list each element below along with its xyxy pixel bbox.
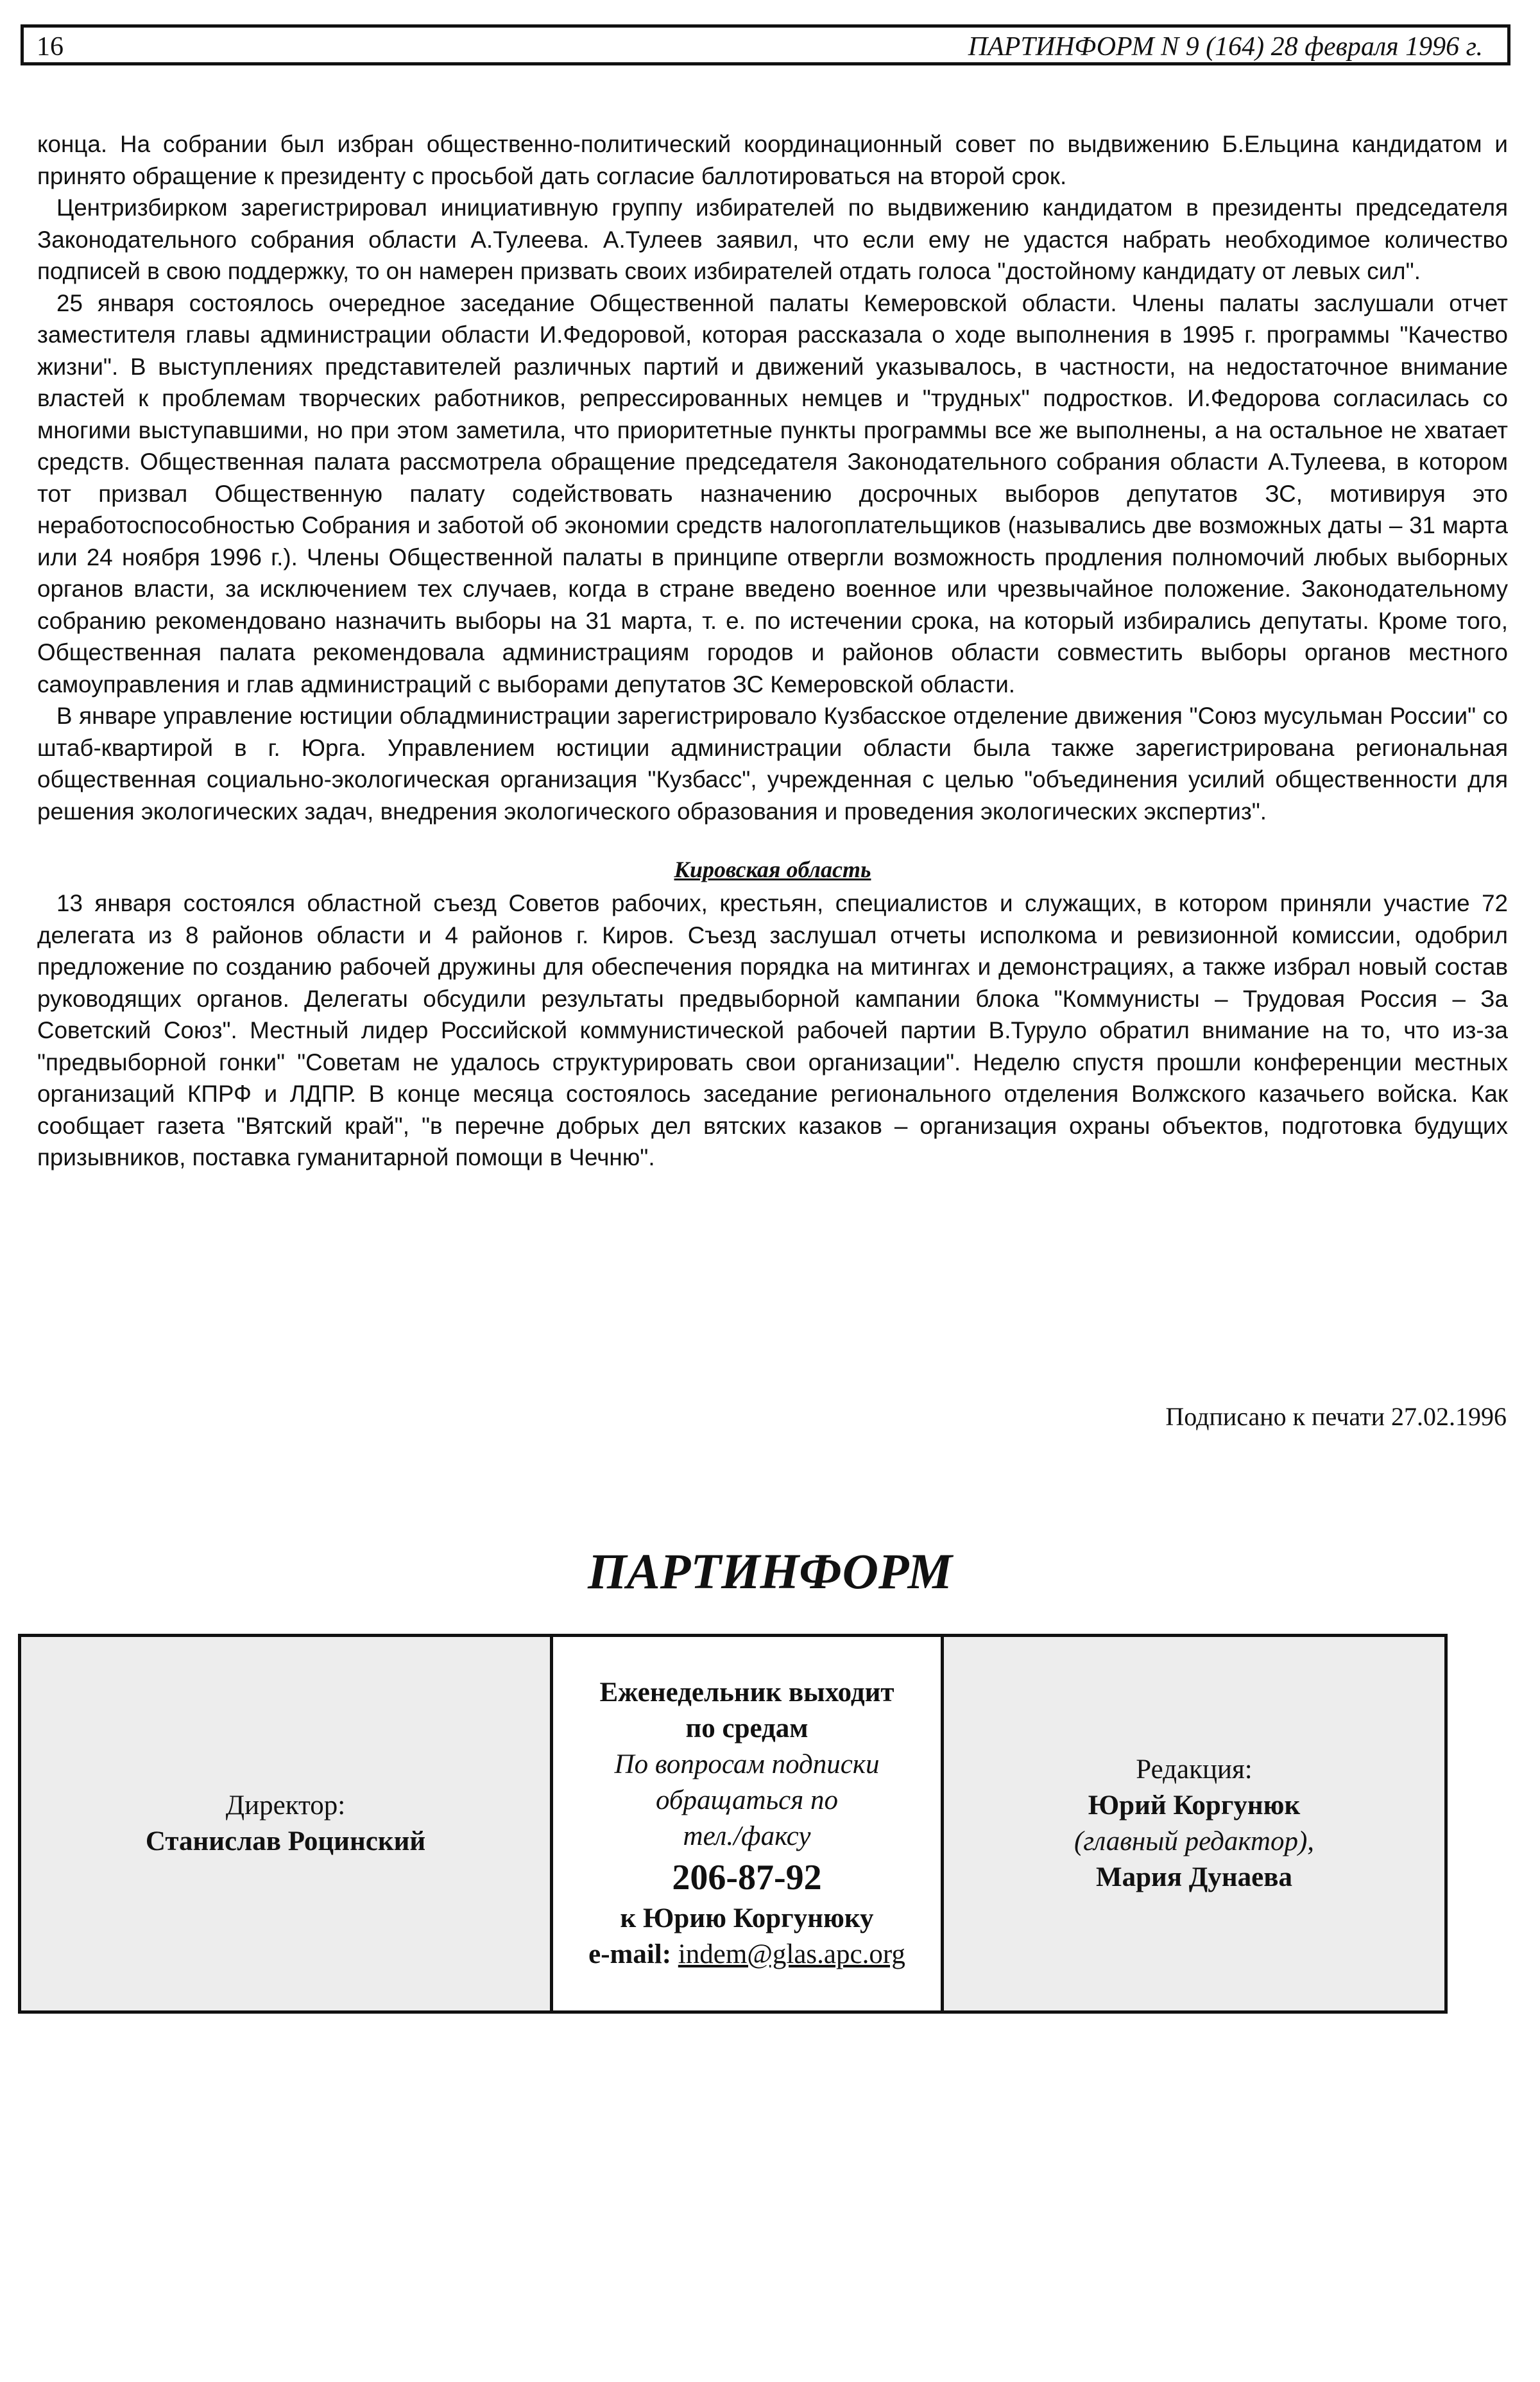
subscribe-line: По вопросам подписки [614, 1749, 880, 1779]
imprint-editorial-cell [944, 1637, 1444, 2010]
masthead-title: ПАРТИНФОРМ [588, 1543, 952, 1599]
article-body [37, 128, 1508, 1174]
paragraph: В январе управление юстиции обладминистрации зарегистрировало Кузбасское отделение движения "Союз мусульман России" со штаб-квартирой в г. Юрга. Управлением юстиции администрации области была также зарегистрирована региональная общественная социально-экологическая организация "Кузбасс", учрежденная с целью "объединения усилий общественности для решения экологических задач, внедрения экологического образования и проведения экологических экспертиз". [37, 703, 1508, 825]
page-number: 16 [37, 32, 64, 62]
imprint-director-cell [21, 1637, 553, 2010]
editor2-name: Мария Дунаева [1096, 1862, 1292, 1892]
phone-number: 206-87-92 [672, 1858, 822, 1898]
email-link[interactable]: indem@glas.apc.org [678, 1939, 905, 1969]
editor-name: Юрий Коргунюк [1088, 1790, 1301, 1821]
email-label: e-mail: [588, 1939, 672, 1969]
director-name: Станислав Роцинский [145, 1826, 426, 1856]
email-row [588, 1937, 905, 1973]
imprint-table [18, 1634, 1448, 2014]
imprint-contact-cell [553, 1637, 944, 2010]
subscribe-line: обращаться по [655, 1785, 839, 1815]
section-title: Кировская область [674, 857, 871, 882]
paragraph: 25 января состоялось очередное заседание Общественной палаты Кемеровской области. Члены палаты заслушали отчет заместителя главы администрации области И.Федоровой, которая рассказала о ходе выполнения в 1995 г. программы "Качество жизни". В выступлениях представителей различных партий и движений указывалось, в частности, на недостаточное внимание властей к проблемам творческих работников, репрессированных немцев и "трудных" подростков. И.Федорова согласилась со многими выступавшими, но при этом заметила, что приоритетные пункты программы все же выполнены, а на остальное не хватает средств. Общественная палата рассмотрела обращение председателя Законодательного собрания области А.Тулеева, в котором тот призвал Общественную палату содействовать назначению досрочных выборов депутатов ЗС, мотивируя это неработоспособностью Собрания и заботой об экономии средств налогоплательщиков (назывались две возможных даты – 31 марта или 24 ноября 1996 г.). Члены Общественной палаты в принципе отвергли возможность продления полномочий любых выборных органов власти, за исключением тех случаев, когда в стране введено военное или чрезвычайное положение. Законодательному собранию рекомендовано назначить выборы на 31 марта, т. е. по истечении срока, на который избирались депутаты. Кроме того, Общественная палата рекомендовала администрациям городов и районов области совместить выборы органов местного самоуправления и глав администраций с выборами депутатов ЗС Кемеровской области. [37, 289, 1508, 698]
editor-role: (главный редактор), [1074, 1826, 1315, 1856]
weekly-line: Еженедельник выходит [599, 1677, 894, 1708]
editorial-label: Редакция: [1136, 1754, 1253, 1785]
issue-line: ПАРТИНФОРМ N 9 (164) 28 февраля 1996 г. [968, 32, 1483, 62]
paragraph: 13 января состоялся областной съезд Советов рабочих, крестьян, специалистов и служащих, в котором приняли участие 72 делегата из 8 районов области и 4 районов г. Киров. Съезд заслушал отчеты исполкома и ревизионной комиссии, одобрил предложение по созданию рабочей дружины для обеспечения порядка на митингах и демонстрациях, а также избрал новый состав руководящих органов. Делегаты обсудили результаты предвыборной кампании блока "Коммунисты – Трудовая Россия – За Советский Союз". Местный лидер Российской коммунистической рабочей партии В.Туруло обратил внимание на то, что из-за "предвыборной гонки" "Советам не удалось структурировать свои организации". Неделю спустя прошли конференции местных организаций КПРФ и ЛДПР. В конце месяца состоялось заседание регионального отделения Волжского казачьего войска. Как сообщает газета "Вятский край", "в перечне добрых дел вятских казаков – организация охраны объектов, подготовка будущих призывников, поставка гуманитарной помощи в Чечню". [37, 890, 1508, 1170]
director-label: Директор: [225, 1790, 346, 1821]
page-header [21, 24, 1510, 65]
signed-date: Подписано к печати 27.02.1996 [1165, 1402, 1507, 1431]
weekly-day: по средам [685, 1713, 809, 1744]
subscribe-line: тел./факсу [683, 1821, 811, 1851]
paragraph: Центризбирком зарегистрировал инициативную группу избирателей по выдвижению кандидатом в президенты председателя Законодательного собрания области А.Тулеева. А.Тулеев заявил, что если ему не удастся набрать необходимое количество подписей в свою поддержку, то он намерен призвать своих избирателей отдать голоса "достойному кандидату от левых сил". [37, 194, 1508, 284]
contact-person: к Юрию Коргунюку [620, 1903, 874, 1933]
paragraph: конца. На собрании был избран общественно-политический координационный совет по выдвижению Б.Ельцина кандидатом и принято обращение к президенту с просьбой дать согласие баллотироваться на второй срок. [37, 131, 1508, 189]
